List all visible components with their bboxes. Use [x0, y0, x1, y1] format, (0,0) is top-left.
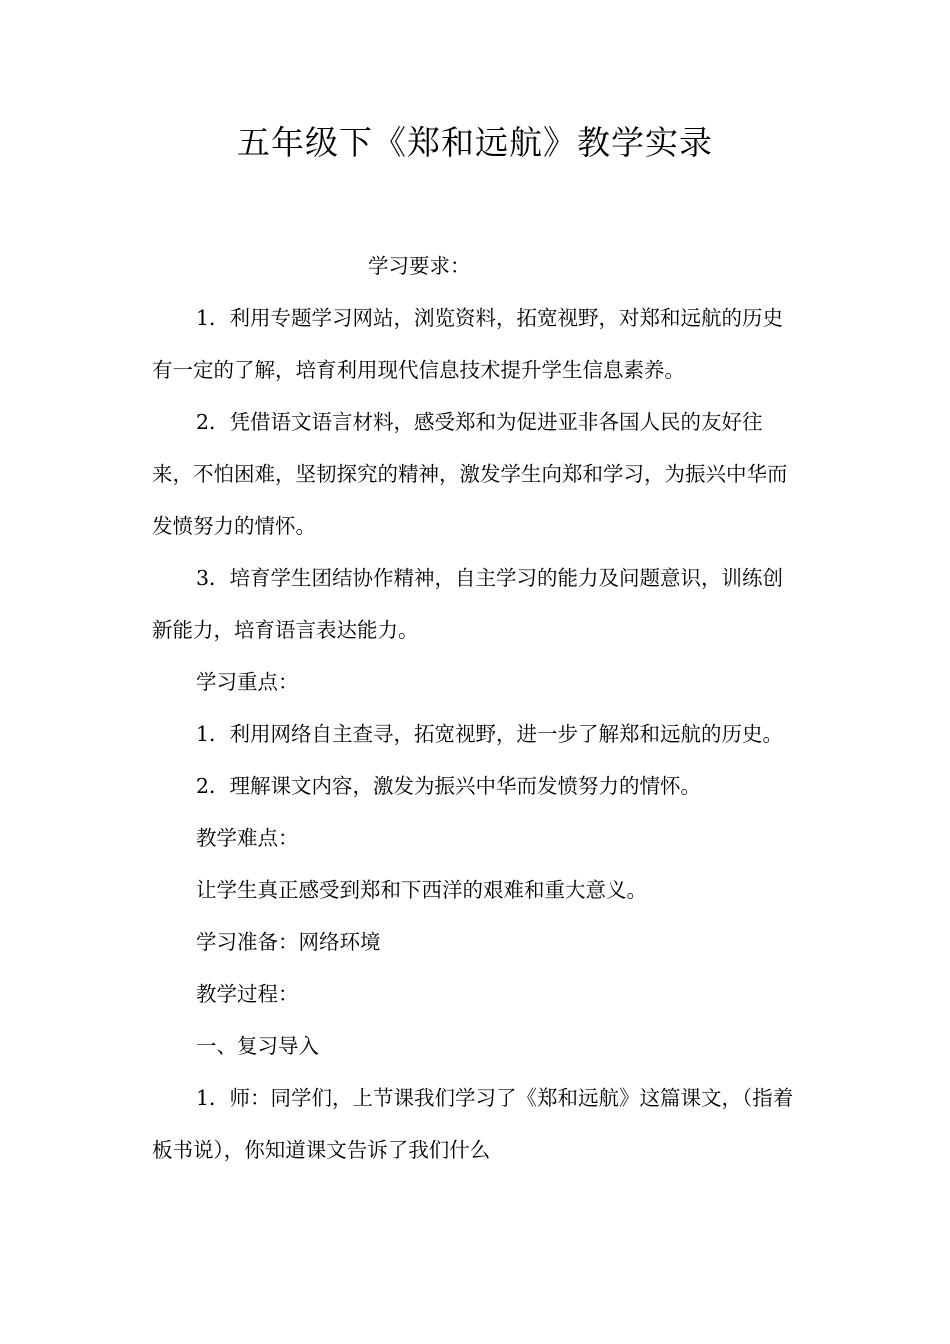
paragraph: 让学生真正感受到郑和下西洋的艰难和重大意义。 [196, 878, 647, 902]
section-heading-difficulties: 教学难点： [196, 826, 299, 850]
section-heading-process: 教学过程： [196, 982, 299, 1006]
subsection-heading: 一、复习导入 [196, 1034, 319, 1058]
paragraph: 1．利用网络自主查寻，拓宽视野，进一步了解郑和远航的历史。 [196, 722, 784, 746]
section-heading-preparation: 学习准备：网络环境 [196, 930, 381, 954]
paragraph: 2．凭借语文语言材料，感受郑和为促进亚非各国人民的友好往来，不怕困难，坚韧探究的精神，激发学生向郑和学习，为振兴中华而发愤努力的情怀。 [152, 410, 788, 538]
section-heading-key-points: 学习重点： [196, 670, 299, 694]
document-body [152, 240, 798, 1176]
section-heading-requirements: 学习要求： [368, 254, 471, 278]
paragraph: 1．师：同学们，上节课我们学习了《郑和远航》这篇课文，（指着板书说），你知道课文告诉了我们什么 [152, 1086, 794, 1162]
paragraph: 1．利用专题学习网站，浏览资料，拓宽视野，对郑和远航的历史有一定的了解，培育利用现代信息技术提升学生信息素养。 [152, 306, 784, 382]
paragraph: 3．培育学生团结协作精神，自主学习的能力及问题意识，训练创新能力，培育语言表达能力。 [152, 566, 784, 642]
paragraph: 2．理解课文内容，激发为振兴中华而发愤努力的情怀。 [196, 774, 702, 798]
document-title: 五年级下《郑和远航》教学实录 [237, 123, 713, 162]
